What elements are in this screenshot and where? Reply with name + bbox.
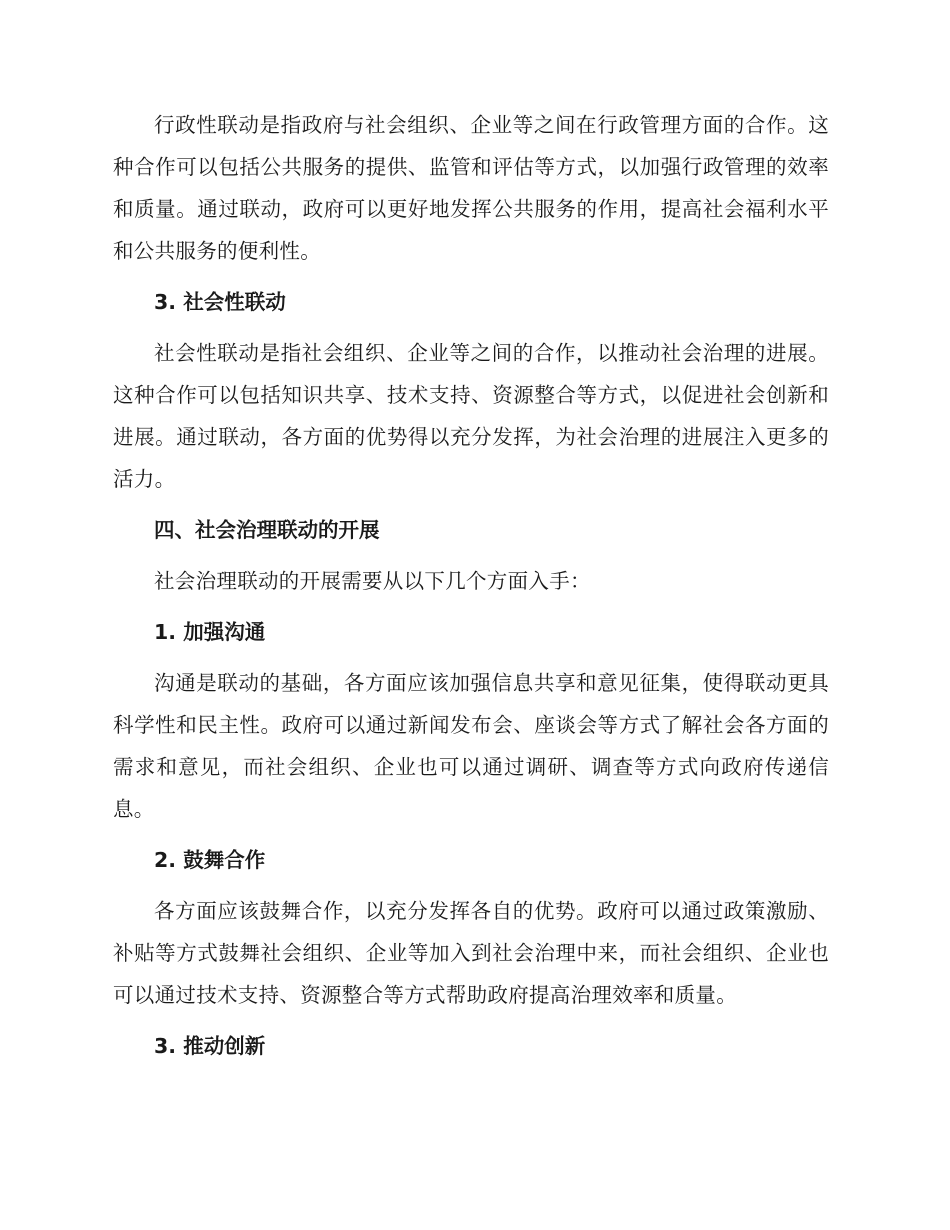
- heading-strengthen-communication: 1. 加强沟通: [154, 620, 266, 644]
- paragraph-encourage-cooperation: 各方面应该鼓舞合作，以充分发挥各自的优势。政府可以通过政策激励、补贴等方式鼓舞社会组织、企业等加入到社会治理中来，而社会组织、企业也可以通过技术支持、资源整合等方式帮助政府提高治理效率和质量。: [113, 899, 829, 1007]
- document-page: [113, 104, 829, 1076]
- paragraph-social-linkage: 社会性联动是指社会组织、企业等之间的合作，以推动社会治理的进展。这种合作可以包括知识共享、技术支持、资源整合等方式，以促进社会创新和进展。通过联动，各方面的优势得以充分发挥，为社会治理的进展注入更多的活力。: [113, 341, 829, 491]
- paragraph-section-four-intro: 社会治理联动的开展需要从以下几个方面入手：: [154, 569, 591, 593]
- heading-promote-innovation: 3. 推动创新: [154, 1034, 266, 1058]
- heading-social-linkage: 3. 社会性联动: [154, 290, 286, 314]
- heading-section-four: 四、社会治理联动的开展: [154, 518, 380, 542]
- heading-encourage-cooperation: 2. 鼓舞合作: [154, 848, 266, 872]
- paragraph-administrative-linkage: 行政性联动是指政府与社会组织、企业等之间在行政管理方面的合作。这种合作可以包括公共服务的提供、监管和评估等方式，以加强行政管理的效率和质量。通过联动，政府可以更好地发挥公共服务的作用，提高社会福利水平和公共服务的便利性。: [113, 113, 829, 263]
- paragraph-strengthen-communication: 沟通是联动的基础，各方面应该加强信息共享和意见征集，使得联动更具科学性和民主性。政府可以通过新闻发布会、座谈会等方式了解社会各方面的需求和意见，而社会组织、企业也可以通过调研、调查等方式向政府传递信息。: [113, 671, 829, 821]
